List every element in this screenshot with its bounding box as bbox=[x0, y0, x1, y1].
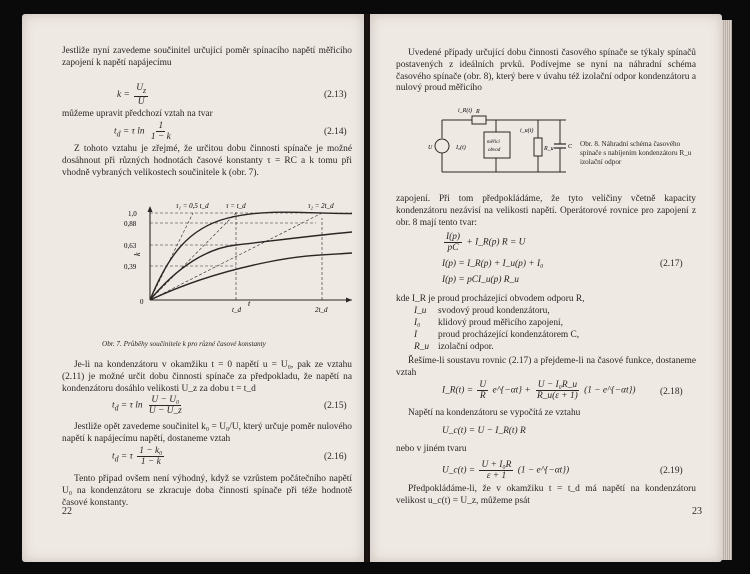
x-tick-2td: 2t_d bbox=[315, 306, 328, 314]
right-paragraph-1: Uvedené případy určující dobu činnosti časového spínače se týkaly spínačů postavených z ideálních prvků. Podívejme se nyní na náhradní schéma časového spínače (obr. 8), který bere v úvahu též izolační odpor kondenzátoru a nulový proud měřicího bbox=[396, 48, 696, 94]
equation-2-13: k = $\frac{U_z}{U}$ bbox=[117, 83, 147, 107]
right-paragraph-5: nebo v jiném tvaru bbox=[396, 444, 467, 454]
definitions-intro: kde I_R je proud procházející obvodem odporu R, bbox=[396, 294, 585, 304]
equation-label-2-13: (2.13) bbox=[324, 90, 347, 100]
left-paragraph-4: Je-li na kondenzátoru v okamžiku t = 0 napětí u = U₀, pak ze vztahu (2.11) je možné určit dobu činnosti spínače za předpokladu, že napětí na kondenzátoru dosáhlo velikosti U_z za dobu t = t_d bbox=[62, 360, 352, 394]
right-page bbox=[370, 14, 722, 562]
circuit-box-line2: obvod bbox=[488, 148, 501, 153]
right-paragraph-4: Napětí na kondenzátoru se vypočítá ze vztahu bbox=[408, 408, 581, 418]
right-paragraph-6: Předpokládáme-li, že v okamžiku t = t_d má napětí na kondenzátoru velikost u_c(t) = U_z, můžeme psát bbox=[396, 484, 696, 506]
tau2-label: τ₂ = 2t_d bbox=[308, 202, 334, 210]
circuit-label-u: U bbox=[428, 145, 433, 151]
page-number-left: 22 bbox=[62, 506, 72, 517]
left-paragraph-1: Jestliže nyní zavedeme součinitel určující poměr spínacího napětí měřicího zapojení k napětí napájecímu bbox=[62, 46, 352, 68]
left-paragraph-5: Jestliže opět zavedeme součinitel k₀ = U₀/U, který určuje poměr nulového napětí k napájecímu napětí, dostaneme vztah bbox=[62, 422, 352, 444]
circuit-label-i0: I₀(t) bbox=[456, 145, 466, 151]
right-paragraph-2: zapojení. Při tom předpokládáme, že tyto veličiny včetně kapacity kondenzátoru nezávisí na velikosti napětí. Operátorové rovnice pro zapojení z obr. 8 mají tento tvar: bbox=[396, 194, 696, 228]
figure-7-caption: Obr. 7. Průběhy součinitele k pro různé časové konstanty bbox=[102, 340, 266, 348]
equation-uc: U_c(t) = U − I_R(t) R bbox=[442, 426, 526, 436]
y-tick-063: 0,63 bbox=[124, 242, 137, 250]
equation-label-2-16: (2.16) bbox=[324, 452, 347, 462]
definition-text-i0: klidový proud měřicího zapojení, bbox=[438, 318, 563, 328]
right-paragraph-3: Řešíme-li soustavu rovnic (2.17) a přejdeme-li na časové funkce, dostaneme vztah bbox=[396, 356, 696, 378]
left-paragraph-6: Tento případ ovšem není výhodný, když se vzrůstem počátečního napětí U₀ na kondenzátoru se zkracuje doba činnosti spínače při téže hodnotě časové konstanty. bbox=[62, 474, 352, 508]
y-tick-039: 0,39 bbox=[124, 263, 137, 271]
circuit-box-line1: měřicí bbox=[487, 140, 500, 145]
equation-label-2-19: (2.19) bbox=[660, 466, 683, 476]
equation-label-2-15: (2.15) bbox=[324, 401, 347, 411]
equation-label-2-17: (2.17) bbox=[660, 259, 683, 269]
circuit-label-ru: R_u bbox=[544, 146, 554, 152]
page-edges bbox=[722, 20, 732, 560]
left-paragraph-2: můžeme upravit předchozí vztah na tvar bbox=[62, 109, 213, 119]
circuit-label-r: R bbox=[476, 109, 480, 115]
equation-2-16: $t_d = \tau$ $\frac{\text{1 − k₀}}{1 - k}$ bbox=[112, 446, 163, 467]
definition-sym-i0: I₀ bbox=[414, 318, 421, 328]
tau1-label: τ₁ = 0,5 t_d bbox=[176, 202, 209, 210]
equation-label-2-14: (2.14) bbox=[324, 127, 347, 137]
figure-8-caption: Obr. 8. Náhradní schéma časového spínače s nabíjením kondenzátoru R_u izolační odpor bbox=[580, 140, 692, 166]
circuit-label-iu: i_u(t) bbox=[520, 128, 534, 134]
circuit-figure-8 bbox=[426, 100, 576, 184]
equation-2-14: $t_d = \tau$ ln $\frac{1}{1 - k}$ bbox=[114, 121, 171, 142]
definition-sym-iu: I_u bbox=[414, 306, 427, 316]
equation-2-17-line2: I(p) = I_R(p) + I_u(p) + I₀ bbox=[442, 259, 544, 269]
left-page bbox=[22, 14, 364, 562]
circuit-label-c: C bbox=[568, 144, 573, 150]
equation-2-19: U_c(t) = $\frac{\text{U + I₀R}}{\varepsilon + 1}$ (1 − e^{−αt}) bbox=[442, 460, 570, 481]
equation-2-17-line1: $\frac{I(p)}{pC}$ + I_R(p) R = U bbox=[446, 232, 526, 253]
x-axis-label: t bbox=[248, 299, 251, 308]
definition-sym-ru: R_u bbox=[414, 342, 430, 352]
y-tick-1: 1,0 bbox=[128, 210, 137, 218]
equation-2-17-line3: I(p) = pCI_u(p) R_u bbox=[442, 275, 519, 285]
definition-text-i: proud procházející kondenzátorem C, bbox=[438, 330, 580, 340]
chart-figure-7 bbox=[58, 198, 358, 330]
definition-text-iu: svodový proud kondenzátoru, bbox=[438, 306, 550, 316]
equation-label-2-18: (2.18) bbox=[660, 387, 683, 397]
y-axis-label: k bbox=[133, 252, 142, 256]
tau-label: τ = t_d bbox=[226, 202, 246, 210]
definition-text-ru: izolační odpor. bbox=[438, 342, 494, 352]
y-tick-0: 0 bbox=[140, 298, 144, 306]
equation-2-18: I_R(t) = $\frac{U}{R}$ e^{−αt} + $\frac{\text{U − I₀R\_u}}{R\_u(\varepsilon + 1)}$ (1 − e^{−αt}) bbox=[442, 380, 636, 401]
circuit-label-ir: i_R(t) bbox=[458, 108, 472, 114]
definition-sym-i: I bbox=[414, 330, 418, 340]
equation-2-15: $t_d = \tau$ ln $\frac{\text{U − U₀}}{U - U\_z}$ bbox=[112, 395, 182, 416]
y-tick-088: 0,88 bbox=[124, 220, 137, 228]
left-paragraph-3: Z tohoto vztahu je zřejmé, že určitou dobu činnosti spínače je možné dosáhnout při různých hodnotách časové konstanty τ = RC a k tomu při vhodně vybraných velikostech součinitele k (obr. 7). bbox=[62, 144, 352, 178]
x-tick-td: t_d bbox=[232, 306, 241, 314]
page-number-right: 23 bbox=[692, 506, 702, 517]
